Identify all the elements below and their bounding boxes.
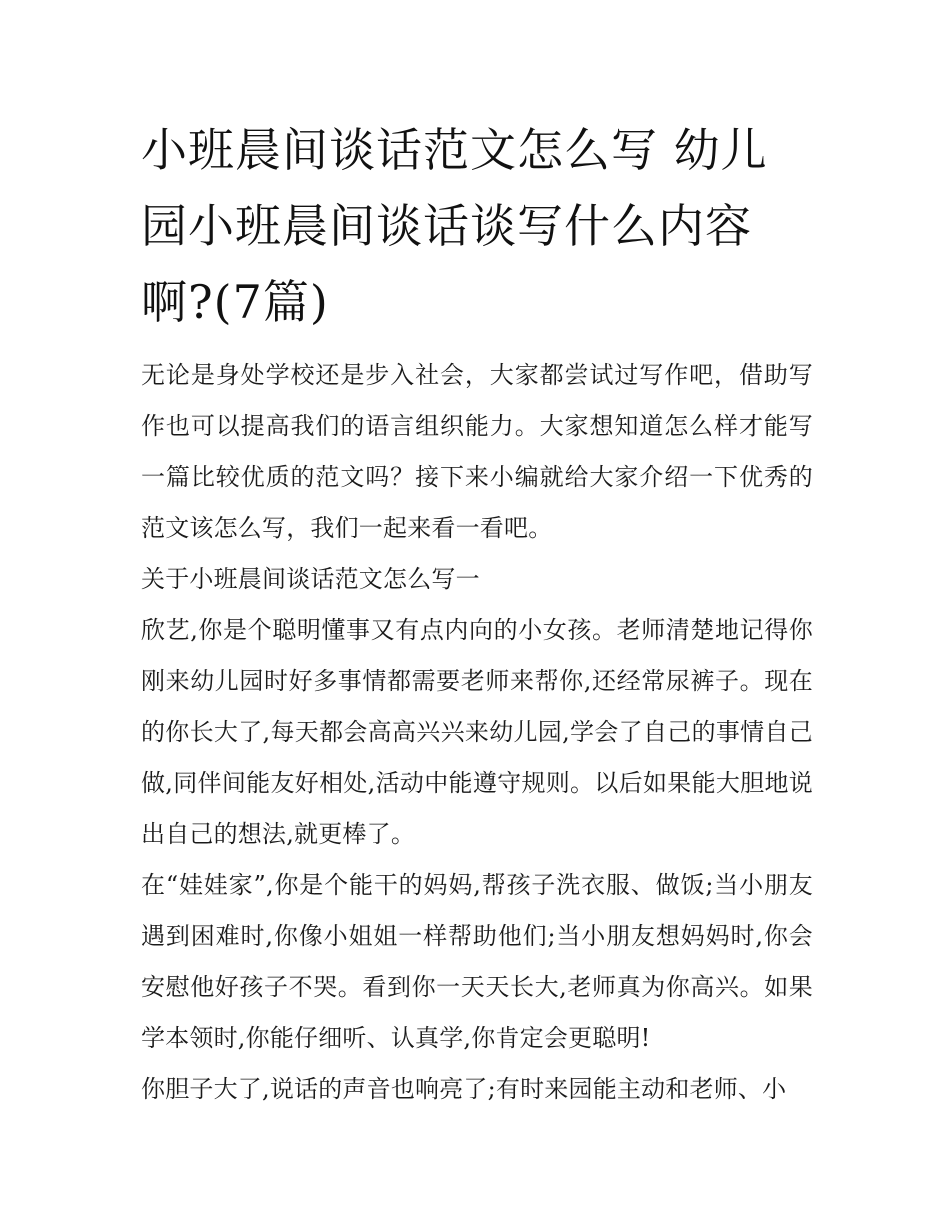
intro-paragraph: 无论是身处学校还是步入社会，大家都尝试过写作吧，借助写作也可以提高我们的语言组织能力。大家想知道怎么样才能写一篇比较优质的范文吗？接下来小编就给大家介绍一下优秀的范文该怎么写，我们一起来看一看吧。 — [141, 361, 813, 542]
section-heading: 关于小班晨间谈话范文怎么写一 — [141, 565, 480, 593]
document-content — [141, 112, 813, 1115]
body-paragraph: 欣艺,你是个聪明懂事又有点内向的小女孩。老师清楚地记得你刚来幼儿园时好多事情都需要老师来帮你,还经常尿裤子。现在的你长大了,每天都会高高兴兴来幼儿园,学会了自己的事情自己做,同伴间能友好相处,活动中能遵守规则。以后如果能大胆地说出自己的想法,就更棒了。 — [141, 616, 813, 848]
document-title: 小班晨间谈话范文怎么写 幼儿园小班晨间谈话谈写什么内容啊?(7篇) — [141, 123, 768, 329]
body-paragraph: 你胆子大了,说话的声音也响亮了;有时来园能主动和老师、小 — [141, 1075, 787, 1103]
body-paragraph: 在“娃娃家”,你是个能干的妈妈,帮孩子洗衣服、做饭;当小朋友遇到困难时,你像小姐姐一样帮助他们;当小朋友想妈妈时,你会安慰他好孩子不哭。看到你一天天长大,老师真为你高兴。如果学本领时,你能仔细听、认真学,你肯定会更聪明! — [141, 871, 813, 1052]
